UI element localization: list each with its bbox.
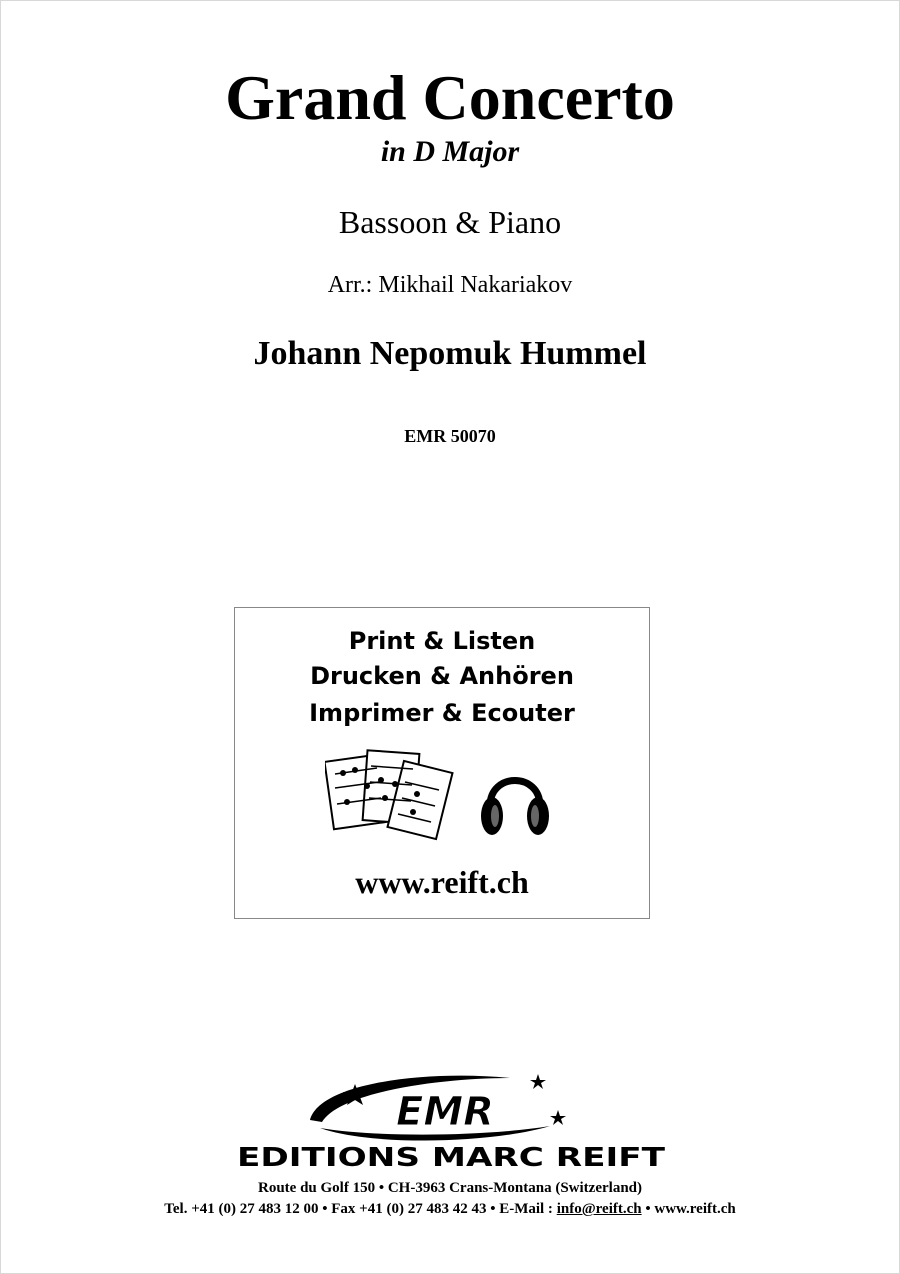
contact-phone-fax: Tel. +41 (0) 27 483 12 00 • Fax +41 (0) 27 483 42 43 • E-Mail : — [164, 1201, 557, 1217]
composer: Johann Nepomuk Hummel — [253, 335, 647, 372]
catalog-number: EMR 50070 — [404, 426, 496, 446]
emr-logo-text: EMR — [396, 1089, 494, 1135]
headphones-icon — [481, 781, 549, 836]
email-link[interactable]: info@reift.ch — [556, 1201, 642, 1217]
publisher-contact — [0, 1199, 900, 1219]
contact-website: • www.reift.ch — [641, 1201, 736, 1217]
print-listen-box — [234, 607, 650, 919]
key-subtitle: in D Major — [380, 135, 520, 168]
promo-line-english: Print & Listen — [348, 627, 536, 655]
promo-url[interactable]: www.reift.ch — [355, 864, 529, 900]
promo-line-french: Imprimer & Ecouter — [309, 699, 575, 727]
emr-logo — [300, 1070, 580, 1150]
promo-icons — [325, 746, 565, 846]
instrumentation: Bassoon & Piano — [338, 204, 562, 240]
arranger: Arr.: Mikhail Nakariakov — [327, 272, 573, 298]
promo-line-german: Drucken & Anhören — [310, 662, 574, 690]
publisher-wordmark — [236, 1142, 666, 1172]
publisher-address: Route du Golf 150 • CH-3963 Crans-Montana (Switzerland) — [258, 1180, 642, 1196]
sheet-music-icon — [325, 750, 452, 839]
publisher-name: EDITIONS MARC REIFT — [237, 1143, 666, 1172]
page-title: Grand Concerto — [225, 62, 675, 133]
